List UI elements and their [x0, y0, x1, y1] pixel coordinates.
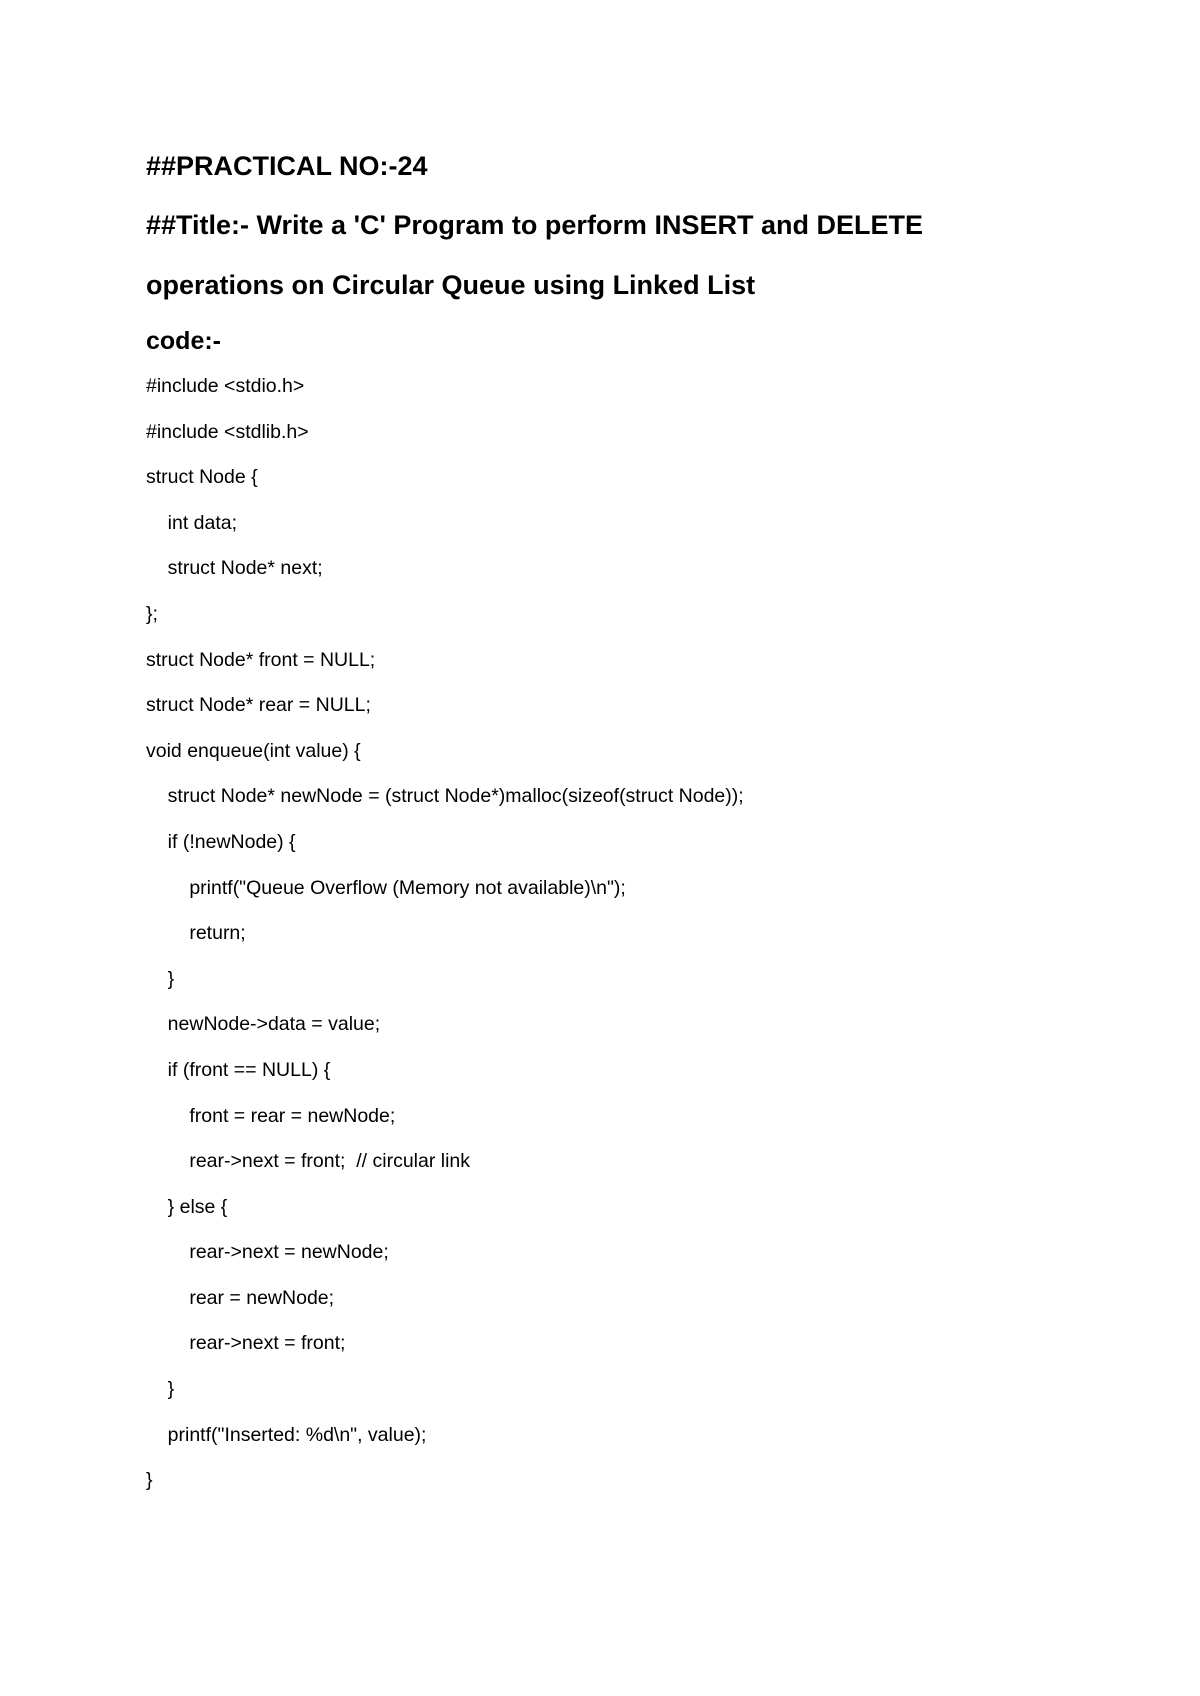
code-line: struct Node* next; — [146, 557, 323, 580]
code-line: #include <stdlib.h> — [146, 420, 309, 443]
title-heading-line-2: operations on Circular Queue using Linked List — [146, 270, 756, 300]
code-line: #include <stdio.h> — [146, 375, 305, 397]
code-line: if (front == NULL) { — [146, 1058, 331, 1081]
code-line: newNode->data = value; — [146, 1013, 381, 1036]
code-line: printf("Queue Overflow (Memory not available)\n"); — [146, 876, 626, 899]
practical-number-heading: ##PRACTICAL NO:-24 — [146, 151, 428, 181]
code-line: front = rear = newNode; — [146, 1104, 396, 1127]
code-line: }; — [146, 602, 158, 625]
code-line: struct Node { — [146, 466, 258, 489]
code-line: rear->next = front; // circular link — [146, 1150, 471, 1173]
code-line: struct Node* front = NULL; — [146, 648, 376, 671]
code-line: struct Node* newNode = (struct Node*)malloc(sizeof(struct Node)); — [146, 785, 744, 808]
code-line: if (!newNode) { — [146, 830, 296, 853]
code-listing — [146, 377, 744, 1517]
code-line: void enqueue(int value) { — [146, 739, 361, 762]
code-line: } — [146, 1378, 175, 1401]
title-heading-line-1: ##Title:- Write a 'C' Program to perform INSERT and DELETE — [146, 210, 923, 240]
code-line: printf("Inserted: %d\n", value); — [146, 1423, 427, 1446]
code-line: } — [146, 1469, 153, 1492]
code-line: rear->next = newNode; — [146, 1241, 389, 1264]
code-label: code:- — [146, 327, 221, 355]
code-line: } else { — [146, 1195, 228, 1218]
code-line: } — [146, 967, 175, 990]
code-line: rear->next = front; — [146, 1332, 346, 1355]
code-line: rear = newNode; — [146, 1286, 335, 1309]
code-line: int data; — [146, 511, 238, 534]
code-line: return; — [146, 922, 246, 945]
code-line: struct Node* rear = NULL; — [146, 694, 371, 717]
